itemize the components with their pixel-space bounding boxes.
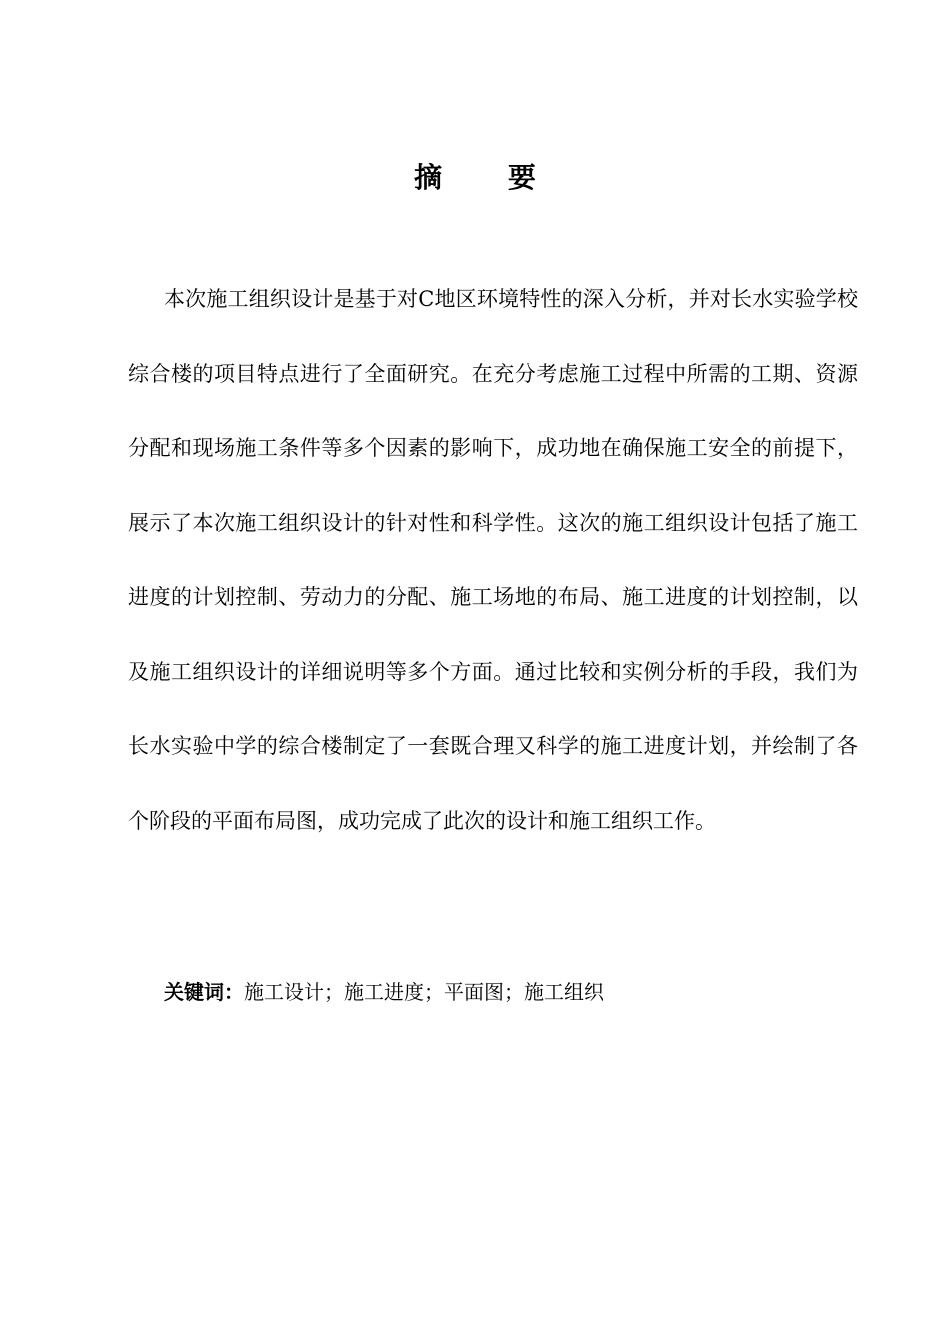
keywords-text: 施工设计；施工进度；平面图；施工组织 xyxy=(244,980,604,1004)
abstract-paragraph: 本次施工组织设计是基于对C地区环境特性的深入分析，并对长水实验学校综合楼的项目特点进行了全面研究。在充分考虑施工过程中所需的工期、资源分配和现场施工条件等多个因素的影响下，成功地在确保施工安全的前提下，展示了本次施工组织设计的针对性和科学性。这次的施工组织设计包括了施工进度的计划控制、劳动力的分配、施工场地的布局、施工进度的计划控制，以及施工组织设计的详细说明等多个方面。通过比较和实例分析的手段，我们为长水实验中学的综合楼制定了一套既合理又科学的施工进度计划，并绘制了各个阶段的平面布局图，成功完成了此次的设计和施工组织工作。 xyxy=(128,287,858,833)
page-title: 摘 要 xyxy=(414,161,564,194)
keywords-line xyxy=(164,975,864,1009)
keywords-label: 关键词： xyxy=(164,980,244,1004)
